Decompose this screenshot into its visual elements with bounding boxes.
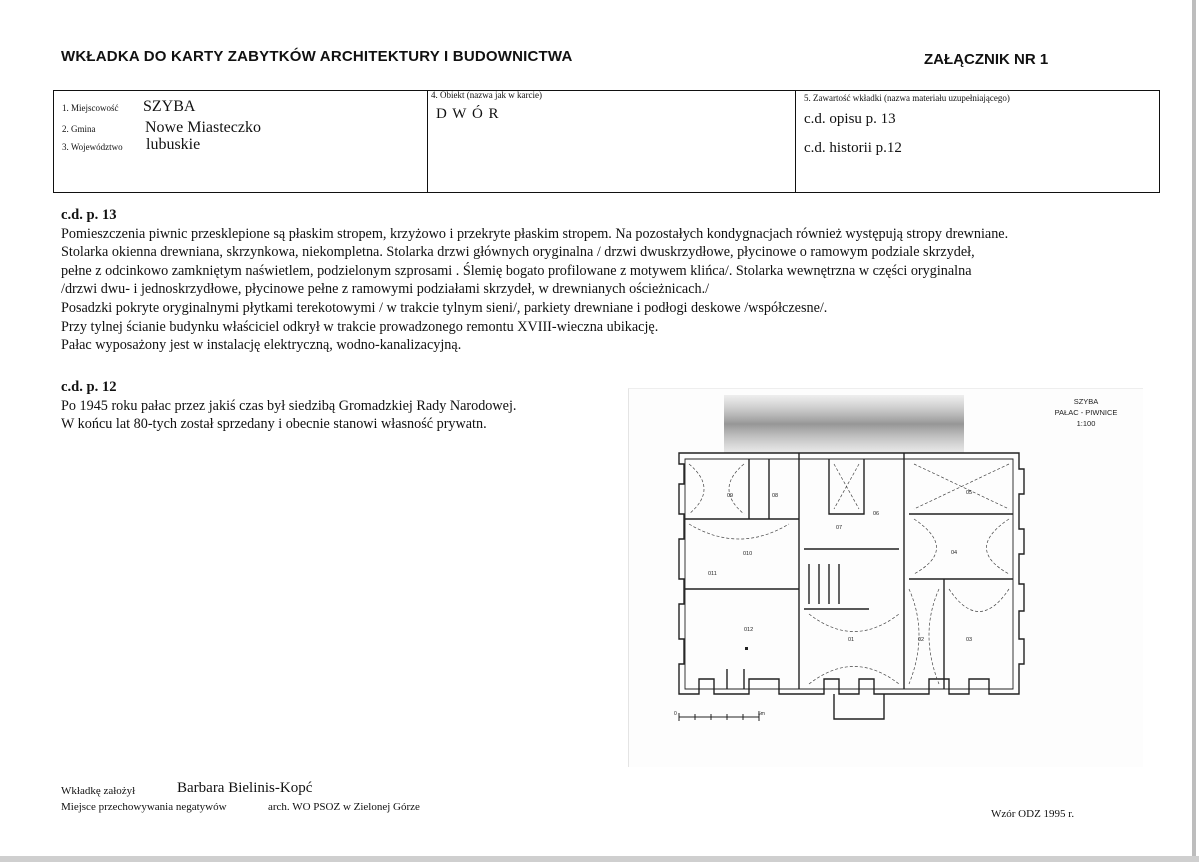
author-name: Barbara Bielinis-Kopć bbox=[177, 780, 313, 796]
negatives-place: arch. WO PSOZ w Zielonej Górze bbox=[268, 801, 420, 813]
plan-caption-place: SZYBA bbox=[1073, 397, 1099, 406]
section-13-line: pełne z odcinkowo zamkniętym naświetlem, podzielonym szprosami . Ślemię bogato profilowane z motywem klińca/. Stolarka wewnętrzna w części oryginalna bbox=[61, 262, 972, 279]
annex-label: ZAŁĄCZNIK NR 1 bbox=[924, 51, 1049, 68]
obiekt-value: D W Ó R bbox=[436, 106, 500, 122]
zawartosc-line-2: c.d. historii p.12 bbox=[804, 140, 902, 156]
svg-text:010: 010 bbox=[743, 551, 753, 557]
obiekt-label: 4. Obiekt (nazwa jak w karcie) bbox=[431, 90, 542, 100]
svg-text:011: 011 bbox=[708, 571, 717, 577]
miejscowosc-label: 1. Miejscowość bbox=[62, 103, 119, 113]
section-13-line: Posadzki pokryte oryginalnymi płytkami terekotowymi / w trakcie tylnym sieni/, parkiety drewniane i podłogi deskowe /współczesne/. bbox=[61, 299, 828, 316]
zawartosc-line-1: c.d. opisu p. 13 bbox=[804, 111, 896, 127]
svg-text:05: 05 bbox=[966, 490, 973, 496]
scale-start: 0 bbox=[674, 711, 677, 717]
plan-caption-title: PAŁAC - PIWNICE bbox=[1054, 408, 1118, 417]
scan-edge-bottom bbox=[0, 856, 1199, 862]
svg-text:07: 07 bbox=[836, 525, 843, 531]
svg-text:04: 04 bbox=[951, 550, 958, 556]
gmina-label: 2. Gmina bbox=[62, 124, 96, 134]
section-13-line: Pałac wyposażony jest w instalację elektryczną, wodno-kanalizacyjną. bbox=[61, 337, 462, 354]
room-numbers bbox=[708, 490, 972, 643]
svg-text:09: 09 bbox=[727, 493, 734, 499]
scale-end: 5m bbox=[758, 711, 765, 717]
template-version: Wzór ODZ 1995 r. bbox=[991, 808, 1075, 820]
svg-text:06: 06 bbox=[873, 511, 880, 517]
object-cell bbox=[428, 91, 796, 192]
plan-caption bbox=[1031, 396, 1141, 429]
history-continuation bbox=[61, 378, 621, 434]
contents-cell bbox=[796, 91, 1158, 192]
plan-marker bbox=[745, 647, 748, 650]
section-13-line: /drzwi dwu- i jednoskrzydłowe, płycinowe pełne z ramowymi podziałami skrzydeł, w drewnianych ościeżnicach./ bbox=[61, 281, 710, 298]
section-12-heading: c.d. p. 12 bbox=[61, 379, 117, 395]
section-12-line: Po 1945 roku pałac przez jakiś czas był siedzibą Gromadzkiej Rady Narodowej. bbox=[61, 397, 517, 414]
form-title: WKŁADKA DO KARTY ZABYTKÓW ARCHITEKTURY I BUDOWNICTWA bbox=[61, 48, 573, 65]
scale-bar bbox=[679, 713, 759, 721]
zawartosc-label: 5. Zawartość wkładki (nazwa materiału uzupełniającego) bbox=[804, 93, 1010, 103]
plan-vaults bbox=[689, 464, 1009, 684]
negatives-label: Miejsce przechowywania negatywów bbox=[61, 801, 227, 813]
description-continuation bbox=[61, 206, 1141, 355]
wojewodztwo-value: lubuskie bbox=[146, 136, 201, 153]
wojewodztwo-label: 3. Województwo bbox=[62, 142, 123, 152]
scan-smudge bbox=[724, 395, 964, 453]
section-13-line: Stolarka okienna drewniana, skrzynkowa, niekompletna. Stolarka drzwi głównych oryginalna / drzwi dwuskrzydłowe, płycinowe o ramowym podziale skrzydeł, bbox=[61, 244, 975, 261]
location-cell bbox=[54, 91, 428, 192]
svg-text:02: 02 bbox=[918, 637, 925, 643]
svg-text:01: 01 bbox=[848, 637, 855, 643]
info-table bbox=[53, 90, 1160, 193]
author-label: Wkładkę założył bbox=[61, 785, 136, 797]
floor-plan-drawing bbox=[629, 389, 1143, 767]
gmina-value: Nowe Miasteczko bbox=[145, 119, 261, 136]
scan-edge-right bbox=[1192, 0, 1196, 862]
section-12-line: W końcu lat 80-tych został sprzedany i obecnie stanowi własność prywatn. bbox=[61, 416, 487, 433]
svg-text:03: 03 bbox=[966, 637, 973, 643]
section-13-line: Przy tylnej ścianie budynku właściciel odkrył w trakcie prowadzonego remontu XVIII-wieczna ubikację. bbox=[61, 318, 659, 335]
svg-text:012: 012 bbox=[744, 627, 754, 633]
section-13-heading: c.d. p. 13 bbox=[61, 207, 117, 223]
miejscowosc-value: SZYBA bbox=[143, 98, 196, 115]
floor-plan-image bbox=[628, 388, 1143, 767]
section-13-line: Pomieszczenia piwnic przesklepione są płaskim stropem, krzyżowo i przekryte płaskim stropem. Na pozostałych kondygnacjach również występują stropy drewniane. bbox=[61, 225, 1009, 242]
svg-text:08: 08 bbox=[772, 493, 779, 499]
plan-caption-scale: 1:100 bbox=[1076, 419, 1096, 428]
